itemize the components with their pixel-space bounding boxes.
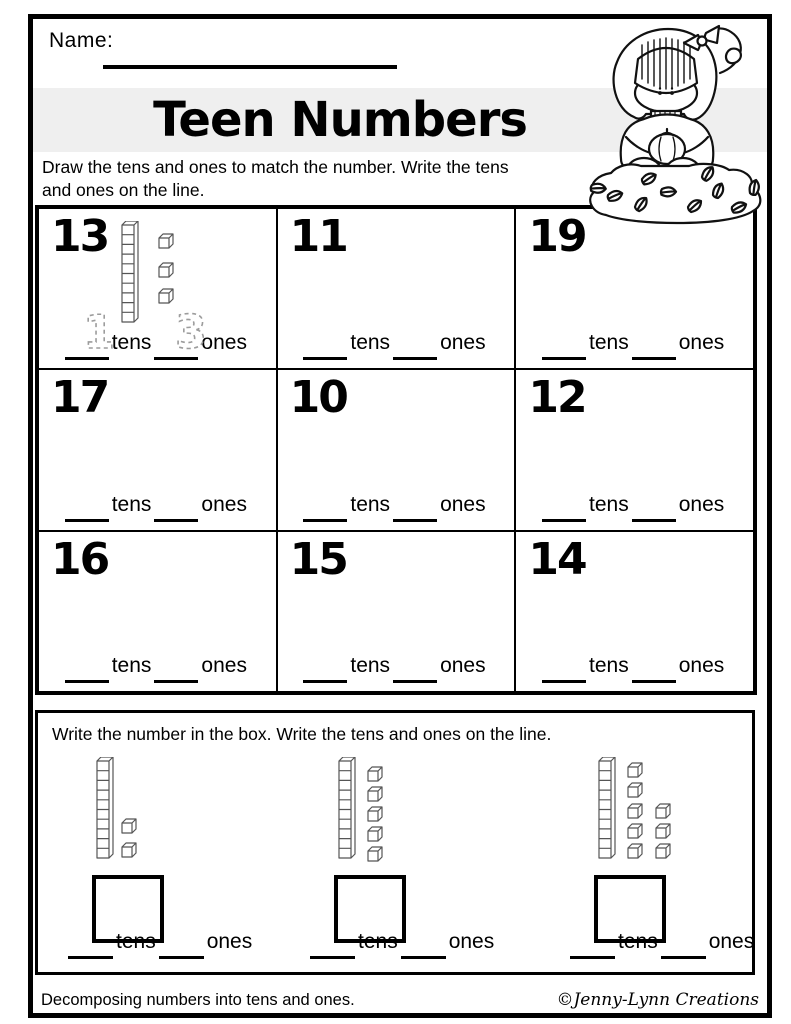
tens-blank[interactable]	[542, 493, 586, 522]
answer-line: tens ones	[516, 493, 753, 522]
cell-number: 10	[289, 372, 347, 424]
cell-number: 12	[528, 372, 586, 424]
tens-blank[interactable]	[542, 654, 586, 683]
draw-area[interactable]	[278, 532, 515, 649]
section2-instructions: Write the number in the box. Write the tens and ones on the line.	[52, 724, 552, 744]
ones-blank[interactable]	[632, 493, 676, 522]
answer-line: tens ones	[278, 493, 515, 522]
tens-blank[interactable]	[542, 331, 586, 360]
footer-description: Decomposing numbers into tens and ones.	[41, 991, 355, 1009]
cell-number: 16	[51, 533, 109, 585]
problems-grid	[35, 205, 757, 695]
draw-area[interactable]	[516, 370, 753, 487]
block-problem-2	[308, 757, 533, 967]
grid-cell-19	[515, 208, 754, 369]
block-problem-1	[66, 757, 291, 967]
answer-line: tens ones	[66, 930, 293, 959]
tens-label: tens	[111, 331, 152, 355]
grid-cell-17	[38, 369, 277, 530]
instruction-line-2: and ones on the line.	[42, 180, 205, 201]
name-input-line[interactable]	[103, 65, 397, 69]
svg-text:3: 3	[175, 305, 208, 360]
cell-number: 14	[528, 533, 586, 585]
cell-number: 19	[528, 211, 586, 262]
section1-instructions	[42, 156, 582, 203]
traced-digit-ones	[169, 300, 215, 360]
grid-cell-16	[38, 531, 277, 692]
ones-blank[interactable]	[154, 654, 198, 683]
draw-area[interactable]	[516, 532, 753, 649]
ones-blank[interactable]	[393, 331, 437, 360]
grid-cell-10	[277, 369, 516, 530]
tens-blank[interactable]	[570, 930, 615, 959]
base-ten-blocks-12	[96, 757, 182, 868]
svg-text:1: 1	[83, 305, 116, 360]
footer	[41, 990, 759, 1010]
worksheet-page	[28, 14, 772, 1018]
tens-blank[interactable]	[303, 654, 347, 683]
traced-digit-tens	[69, 300, 116, 360]
tens-blank[interactable]	[65, 654, 109, 683]
cell-number: 15	[289, 533, 347, 585]
answer-line: tens ones	[278, 331, 515, 360]
draw-area[interactable]	[39, 370, 276, 487]
tens-blank[interactable]	[303, 331, 347, 360]
draw-area[interactable]	[278, 370, 515, 487]
answer-line: tens ones	[568, 930, 791, 959]
answer-line: tens ones	[516, 654, 753, 683]
ones-blank[interactable]	[159, 930, 204, 959]
ones-label: ones	[201, 331, 247, 355]
grid-cell-11	[277, 208, 516, 369]
tens-blank[interactable]	[310, 930, 355, 959]
base-ten-blocks-15	[338, 757, 424, 868]
tens-blank[interactable]	[303, 493, 347, 522]
cell-number: 11	[289, 211, 347, 262]
name-label: Name:	[49, 29, 114, 52]
grid-cell-12	[515, 369, 754, 530]
ones-blank[interactable]	[401, 930, 446, 959]
tens-blank[interactable]	[68, 930, 113, 959]
answer-line	[39, 305, 276, 360]
grid-cell-13	[38, 208, 277, 369]
answer-line: tens ones	[308, 930, 535, 959]
tens-blank[interactable]	[65, 493, 109, 522]
answer-line: tens ones	[39, 654, 276, 683]
grid-cell-15	[277, 531, 516, 692]
base-ten-blocks-18	[598, 757, 684, 868]
cell-number: 17	[51, 372, 109, 424]
ones-blank[interactable]	[632, 331, 676, 360]
ones-blank[interactable]	[393, 493, 437, 522]
draw-area[interactable]	[278, 209, 515, 326]
ones-blank[interactable]	[632, 654, 676, 683]
answer-line: tens ones	[516, 331, 753, 360]
answer-line: tens ones	[39, 493, 276, 522]
ones-blank[interactable]	[393, 654, 437, 683]
footer-credit: ©Jenny-Lynn Creations	[556, 990, 759, 1010]
ones-blank[interactable]	[154, 493, 198, 522]
section2-box	[35, 710, 755, 975]
cell-number: 13	[51, 211, 109, 262]
block-problem-3	[568, 757, 791, 967]
draw-area[interactable]	[39, 532, 276, 649]
girl-clipart	[580, 19, 776, 231]
page-title: Teen Numbers	[153, 92, 527, 148]
instruction-line-1: Draw the tens and ones to match the number. Write the tens	[42, 157, 509, 177]
grid-cell-14	[515, 531, 754, 692]
ones-blank[interactable]	[661, 930, 706, 959]
answer-line: tens ones	[278, 654, 515, 683]
